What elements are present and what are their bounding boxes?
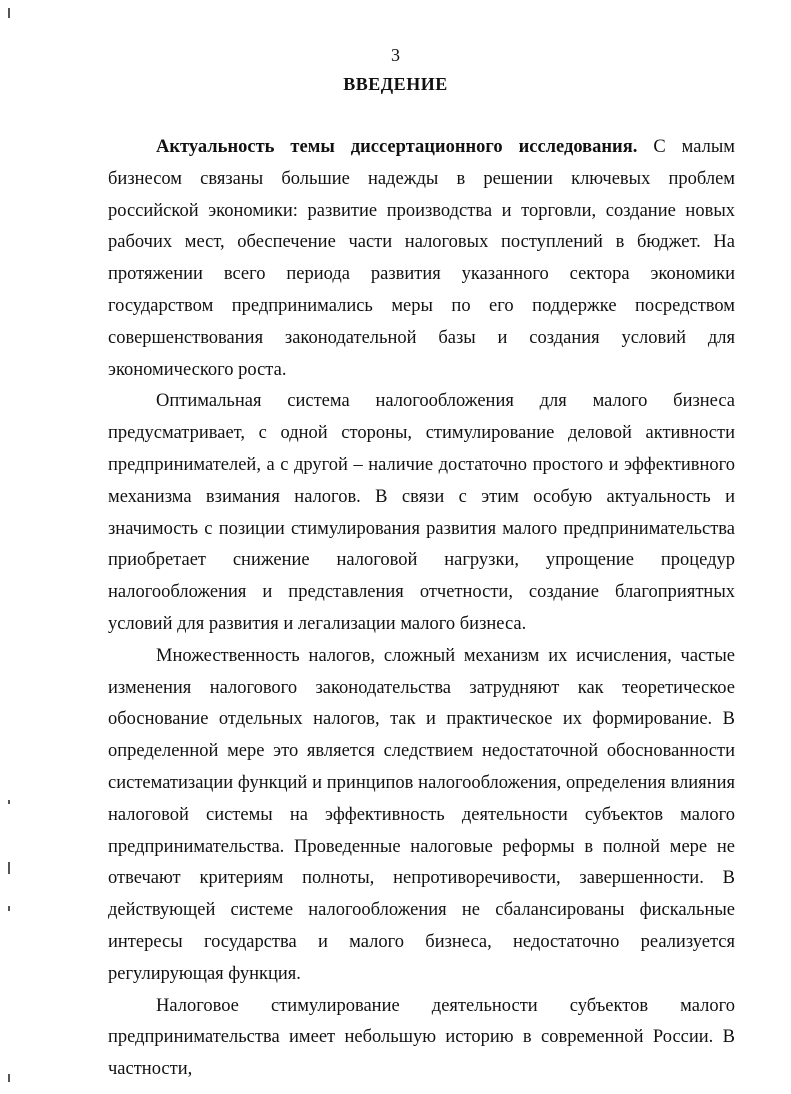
paragraph-tax-incentives: Налоговое стимулирование деятельности субъектов малого предпринимательства имеет небольшую историю в современной России. В частности,	[108, 995, 735, 1080]
scan-speck	[8, 1074, 10, 1082]
body-text	[108, 132, 735, 1086]
relevance-text: С малым бизнесом связаны большие надежды в решении ключевых проблем российской экономики: развитие производства и торговли, создание новых рабочих мест, обеспечение части налоговых поступлений в бюджет. На протяжении всего периода развития указанного сектора экономики государством предпринимались меры по его поддержке посредством совершенствования законодательной базы и создания условий для экономического роста.	[108, 137, 735, 380]
paragraph-relevance	[108, 132, 735, 386]
scan-speck	[8, 800, 10, 804]
scan-speck	[8, 8, 10, 18]
scan-speck	[8, 862, 10, 874]
page-number: 3	[391, 45, 400, 65]
paragraph-multiplicity: Множественность налогов, сложный механизм их исчисления, частые изменения налогового законодательства затрудняют как теоретическое обоснование отдельных налогов, так и практическое их формирование. В определенной мере это является следствием недостаточной обоснованности систематизации функций и принципов налогообложения, определения влияния налоговой системы на эффективность деятельности субъектов малого предпринимательства. Проведенные налоговые реформы в полной мере не отвечают критериям полноты, непротиворечивости, завершенности. В действующей системе налогообложения не сбалансированы фискальные интересы государства и малого бизнеса, недостаточно реализуется регулирующая функция.	[108, 645, 735, 984]
relevance-lead: Актуальность темы диссертационного исследования.	[156, 137, 638, 157]
paragraph-optimal-system: Оптимальная система налогообложения для малого бизнеса предусматривает, с одной стороны, стимулирование деловой активности предпринимателей, а с другой – наличие достаточно простого и эффективного механизма взимания налогов. В связи с этим особую актуальность и значимость с позиции стимулирования развития малого предпринимательства приобретает снижение налоговой нагрузки, упрощение процедур налогообложения и представления отчетности, создание благоприятных условий для развития и легализации малого бизнеса.	[108, 391, 735, 634]
scan-speck	[8, 906, 10, 911]
section-heading: ВВЕДЕНИЕ	[343, 74, 448, 94]
